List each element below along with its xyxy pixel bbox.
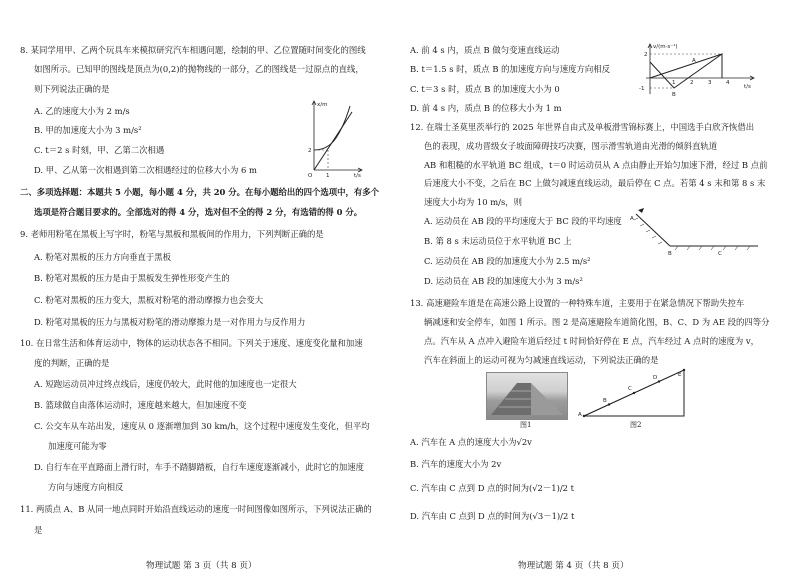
q9-option-d: D. 粉笔对黑板的压力与黑板对粉笔的滑动摩擦力是一对作用力与反作用力 [34,317,306,327]
fig2-point-e: E [678,372,682,378]
q12-option-d: D. 运动员在 AB 段的加速度大小为 3 m/s² [424,276,583,286]
q13-line-4: 汽车在斜面上的运动可视为匀减速直线运动，下列说法正确的是 [424,355,659,365]
q8-graph-origin: O [308,173,313,178]
q10-option-c-line-1: C. 公交车从车站出发，速度从 0 逐渐增加到 30 km/h，这个过程中速度发生变化，但平均 [34,421,370,431]
q11-graph-x-tick-2: 2 [690,80,694,86]
q10-option-d-line-2: 方向与速度方向相反 [48,482,124,492]
q11-graph-x-tick-1: 1 [672,80,676,86]
q12-line-3: AB 和粗糙的水平轨道 BC 组成，t＝0 时运动员从 A 点由静止开始匀加速下滑，经过 B 点前 [424,160,768,170]
q11-graph-x-label: t/s [744,84,751,90]
q9-option-a: A. 粉笔对黑板的压力方向垂直于黑板 [34,252,171,262]
q11-graph-label-b: B [672,92,676,98]
q10-option-c-line-2: 加速度可能为零 [48,441,107,451]
q8-graph-x-label: t/s [354,173,361,178]
q13-ramp-diagram [578,366,690,422]
q8-option-d: D. 甲、乙从第一次相遇到第二次相遇经过的位移大小为 6 m [34,165,257,175]
q13-option-c: C. 汽车由 C 点到 D 点的时间为(√2－1)/2 t [410,483,575,493]
fig2-point-c: C [628,386,632,392]
left-page [16,0,392,579]
q12-line-5: 速度大小均为 10 m/s，则 [424,197,523,207]
q11-graph-y-tick-top: 2 [644,52,648,58]
q12-diagram-label-c: C [718,251,722,256]
q9-stem: 9. 老师用粉笔在黑板上写字时，粉笔与黑板和黑板间的作用力，下列判断正确的是 [20,229,324,239]
q8-option-a: A. 乙的速度大小为 2 m/s [34,106,130,116]
q11-graph-y-tick-bottom: -1 [639,86,645,92]
q10-option-d-line-1: D. 自行车在平直路面上滑行时，车手不踏脚踏板，自行车速度逐渐减小，此时它的加速度 [34,462,364,472]
q8-line-2: 如图所示。已知甲的图线是顶点为(0,2)的抛物线的一部分，乙的图线是一过原点的直线， [34,64,364,74]
q12-option-c: C. 运动员在 AB 段的加速度大小为 2.5 m/s² [424,256,591,266]
q9-option-c: C. 粉笔对黑板的压力变大，黑板对粉笔的滑动摩擦力也会变大 [34,295,264,305]
q11-graph-label-a: A [692,58,696,64]
q11-graph-x-tick-4: 4 [726,80,730,86]
q13-line-2: 辆减速和安全停车，如图 1 所示。图 2 是高速避险车道简化图，B、C、D 为 AE 段的四等分 [424,317,770,327]
q12-line-1: 12. 在瑞士圣莫里茨举行的 2025 年世界自由式及单板滑雪锦标赛上，中国选手白欣齐恢借出 [410,122,755,132]
q13-line-1: 13. 高速避险车道是在高速公路上设置的一种特殊车道，主要用于在紧急情况下帮助失控车 [410,298,745,308]
q8-graph-y-label: x/m [317,102,328,108]
q11-option-a: A. 前 4 s 内，质点 B 做匀变速直线运动 [410,45,560,55]
q13-option-a: A. 汽车在 A 点的速度大小为√2v [410,437,532,447]
q8-line-3: 则下列说法正确的是 [34,84,110,94]
q13-option-b: B. 汽车的速度大小为 2v [410,459,502,469]
section-2-heading-line-2: 选项是符合题目要求的。全部选对的得 4 分，选对但不全的得 2 分，有选错的得 0 分。 [34,207,363,217]
q10-line-1: 10. 在日常生活和体育运动中，物体的运动状态各不相同。下列关于速度、速度变化量和加速 [20,338,363,348]
q8-option-c: C. t＝2 s 时刻，甲、乙第二次相遇 [34,145,165,155]
fig2-point-b: B [603,398,607,404]
q12-diagram-label-b: B [668,251,672,256]
q8-option-b: B. 甲的加速度大小为 3 m/s² [34,125,142,135]
q11-option-c: C. t＝3 s 时，质点 B 的加速度大小为 0 [410,84,560,94]
q12-line-4: 后速度大小不变，之后在 BC 上做匀减速直线运动，最后停在 C 点。若第 4 s 末和第 8 s 末 [424,178,766,188]
q8-line-1: 8. 某同学用甲、乙两个玩具车来模拟研究汽车相遇问题，绘制的甲、乙位置随时间变化的图线 [20,45,366,55]
q11-option-b: B. t＝1.5 s 时，质点 B 的加速度方向与速度方向相反 [410,64,611,74]
right-page-footer: 物理试题 第 4 页（共 8 页） [518,561,629,571]
q11-velocity-time-graph [636,40,758,98]
right-page [408,0,784,579]
q8-graph-x-tick: 1 [326,173,330,178]
fig1-caption: 图1 [520,421,532,429]
q12-line-2: 色的表现，成功晋级女子坡面障碍技巧决赛，图示滑雪轨道由光滑的倾斜直轨道 [424,141,718,151]
q11-graph-x-tick-3: 3 [708,80,712,86]
q11-line-2: 是 [34,525,43,535]
q11-graph-y-label: v/(m·s⁻¹) [653,44,678,50]
q12-option-b: B. 第 8 s 末运动员位于水平轨道 BC 上 [424,236,572,246]
left-page-footer: 物理试题 第 3 页（共 8 页） [146,561,257,571]
q12-ski-track-diagram [626,206,766,256]
q13-option-d: D. 汽车由 C 点到 D 点的时间为(√3－1)/2 t [410,511,575,521]
q8-graph-y-tick: 2 [308,148,312,154]
q12-option-a: A. 运动员在 AB 段的平均速度大于 BC 段的平均速度 [424,216,622,226]
q10-option-a: A. 短跑运动员冲过终点线后，速度仍较大，此时他的加速度也一定很大 [34,379,297,389]
fig2-point-a: A [578,412,582,418]
fig2-caption: 图2 [630,421,642,429]
q11-line-1: 11. 两质点 A、B 从同一地点同时开始沿直线运动的速度一时间图像如图所示，下列说法正确的 [20,504,372,514]
q12-diagram-label-a: A [630,216,634,222]
q10-option-b: B. 篮球做自由落体运动时，速度越来越大，但加速度不变 [34,400,247,410]
fig2-point-d: D [653,375,658,381]
escape-ramp-photo [486,372,568,420]
skier-icon [638,208,644,213]
q8-position-time-graph [306,98,366,178]
q10-line-2: 度的判断，正确的是 [34,358,110,368]
q13-line-3: 点。汽车从 A 点冲入避险车道后经过 t 时间恰好停在 E 点，汽车经过 A 点时的速度为 v， [424,336,760,346]
section-2-heading-line-1: 二、多项选择题：本题共 5 小题，每小题 4 分，共 20 分。在每小题给出的四个选项中，有多个 [20,187,380,197]
q9-option-b: B. 粉笔对黑板的压力是由于黑板发生弹性形变产生的 [34,273,230,283]
q11-option-d: D. 前 4 s 内，质点 B 的位移大小为 1 m [410,103,562,113]
